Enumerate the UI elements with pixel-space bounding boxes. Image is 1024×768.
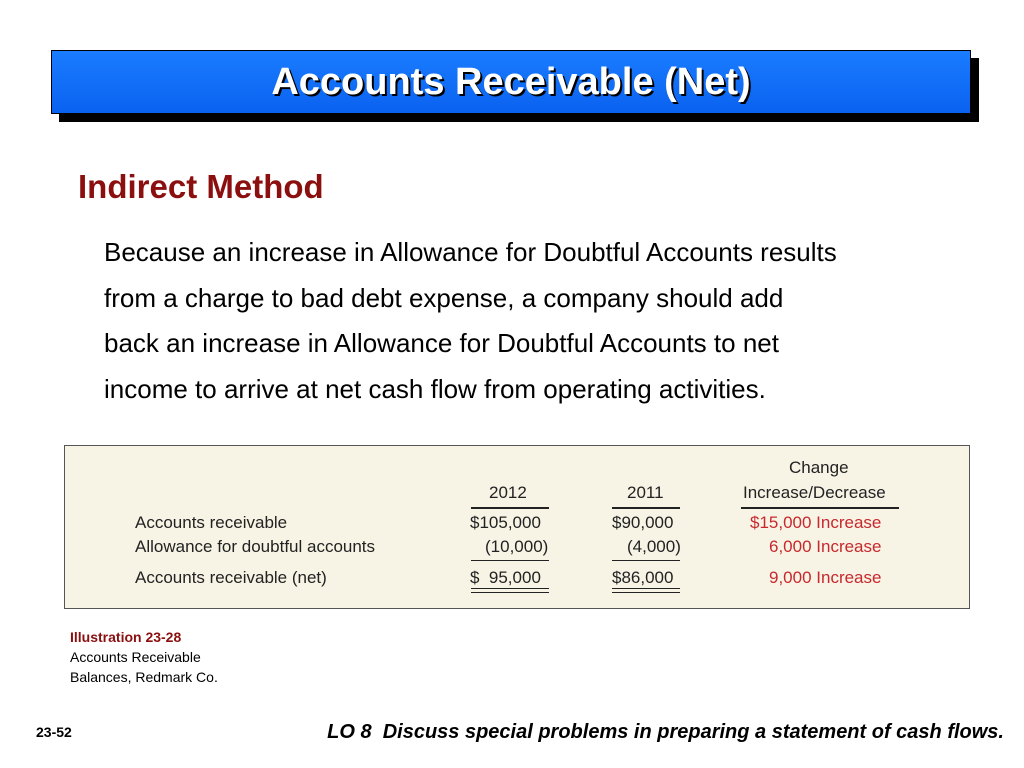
illustration-caption — [70, 627, 218, 687]
row-value-2012: (10,000) — [485, 537, 549, 556]
caption-line: Balances, Redmark Co. — [70, 669, 218, 685]
caption-title: Illustration 23-28 — [70, 629, 182, 645]
row-label-net: Accounts receivable (net) — [135, 568, 327, 587]
total-double-rule-2011-top — [612, 588, 680, 589]
slide-title: Accounts Receivable (Net) — [271, 60, 751, 103]
title-bar — [51, 50, 971, 114]
body-line: income to arrive at net cash flow from operating activities. — [104, 373, 766, 404]
learning-objective: LO 8 Discuss special problems in preparing a statement of cash flows. — [327, 721, 1004, 743]
section-heading: Indirect Method — [78, 168, 324, 205]
body-paragraph — [104, 230, 984, 412]
row-value-2012: $ 95,000 — [470, 568, 541, 587]
row-change: 6,000 Increase — [769, 537, 882, 556]
row-value-2011: $86,000 — [612, 568, 674, 587]
row-label-allowance: Allowance for doubtful accounts — [135, 537, 376, 556]
total-double-rule-2012-top — [471, 588, 549, 589]
row-change: 9,000 Increase — [769, 568, 882, 587]
caption-line: Accounts Receivable — [70, 649, 201, 665]
row-change: $15,000 Increase — [750, 513, 882, 532]
balances-table — [64, 445, 970, 609]
body-line: from a charge to bad debt expense, a company should add — [104, 282, 784, 313]
header-underline-change — [741, 507, 899, 509]
header-underline-2011 — [612, 507, 680, 509]
body-line: Because an increase in Allowance for Doubtful Accounts results — [104, 237, 837, 267]
total-double-rule-2012-bottom — [471, 592, 549, 593]
row-label-accounts-receivable: Accounts receivable — [135, 513, 288, 532]
slide-number: 23-52 — [36, 724, 72, 740]
row-value-2011: (4,000) — [627, 537, 681, 556]
subtotal-rule-2012 — [471, 560, 549, 561]
row-value-2011: $90,000 — [612, 513, 674, 532]
header-underline-2012 — [471, 507, 549, 509]
subtotal-rule-2011 — [612, 560, 680, 561]
header-2011: 2011 — [627, 483, 664, 502]
body-line: back an increase in Allowance for Doubtful Accounts to net — [104, 328, 779, 358]
header-2012: 2012 — [489, 483, 527, 502]
row-value-2012: $105,000 — [470, 513, 541, 532]
total-double-rule-2011-bottom — [612, 592, 680, 593]
header-increase-decrease: Increase/Decrease — [743, 483, 886, 502]
header-change: Change — [789, 458, 849, 477]
